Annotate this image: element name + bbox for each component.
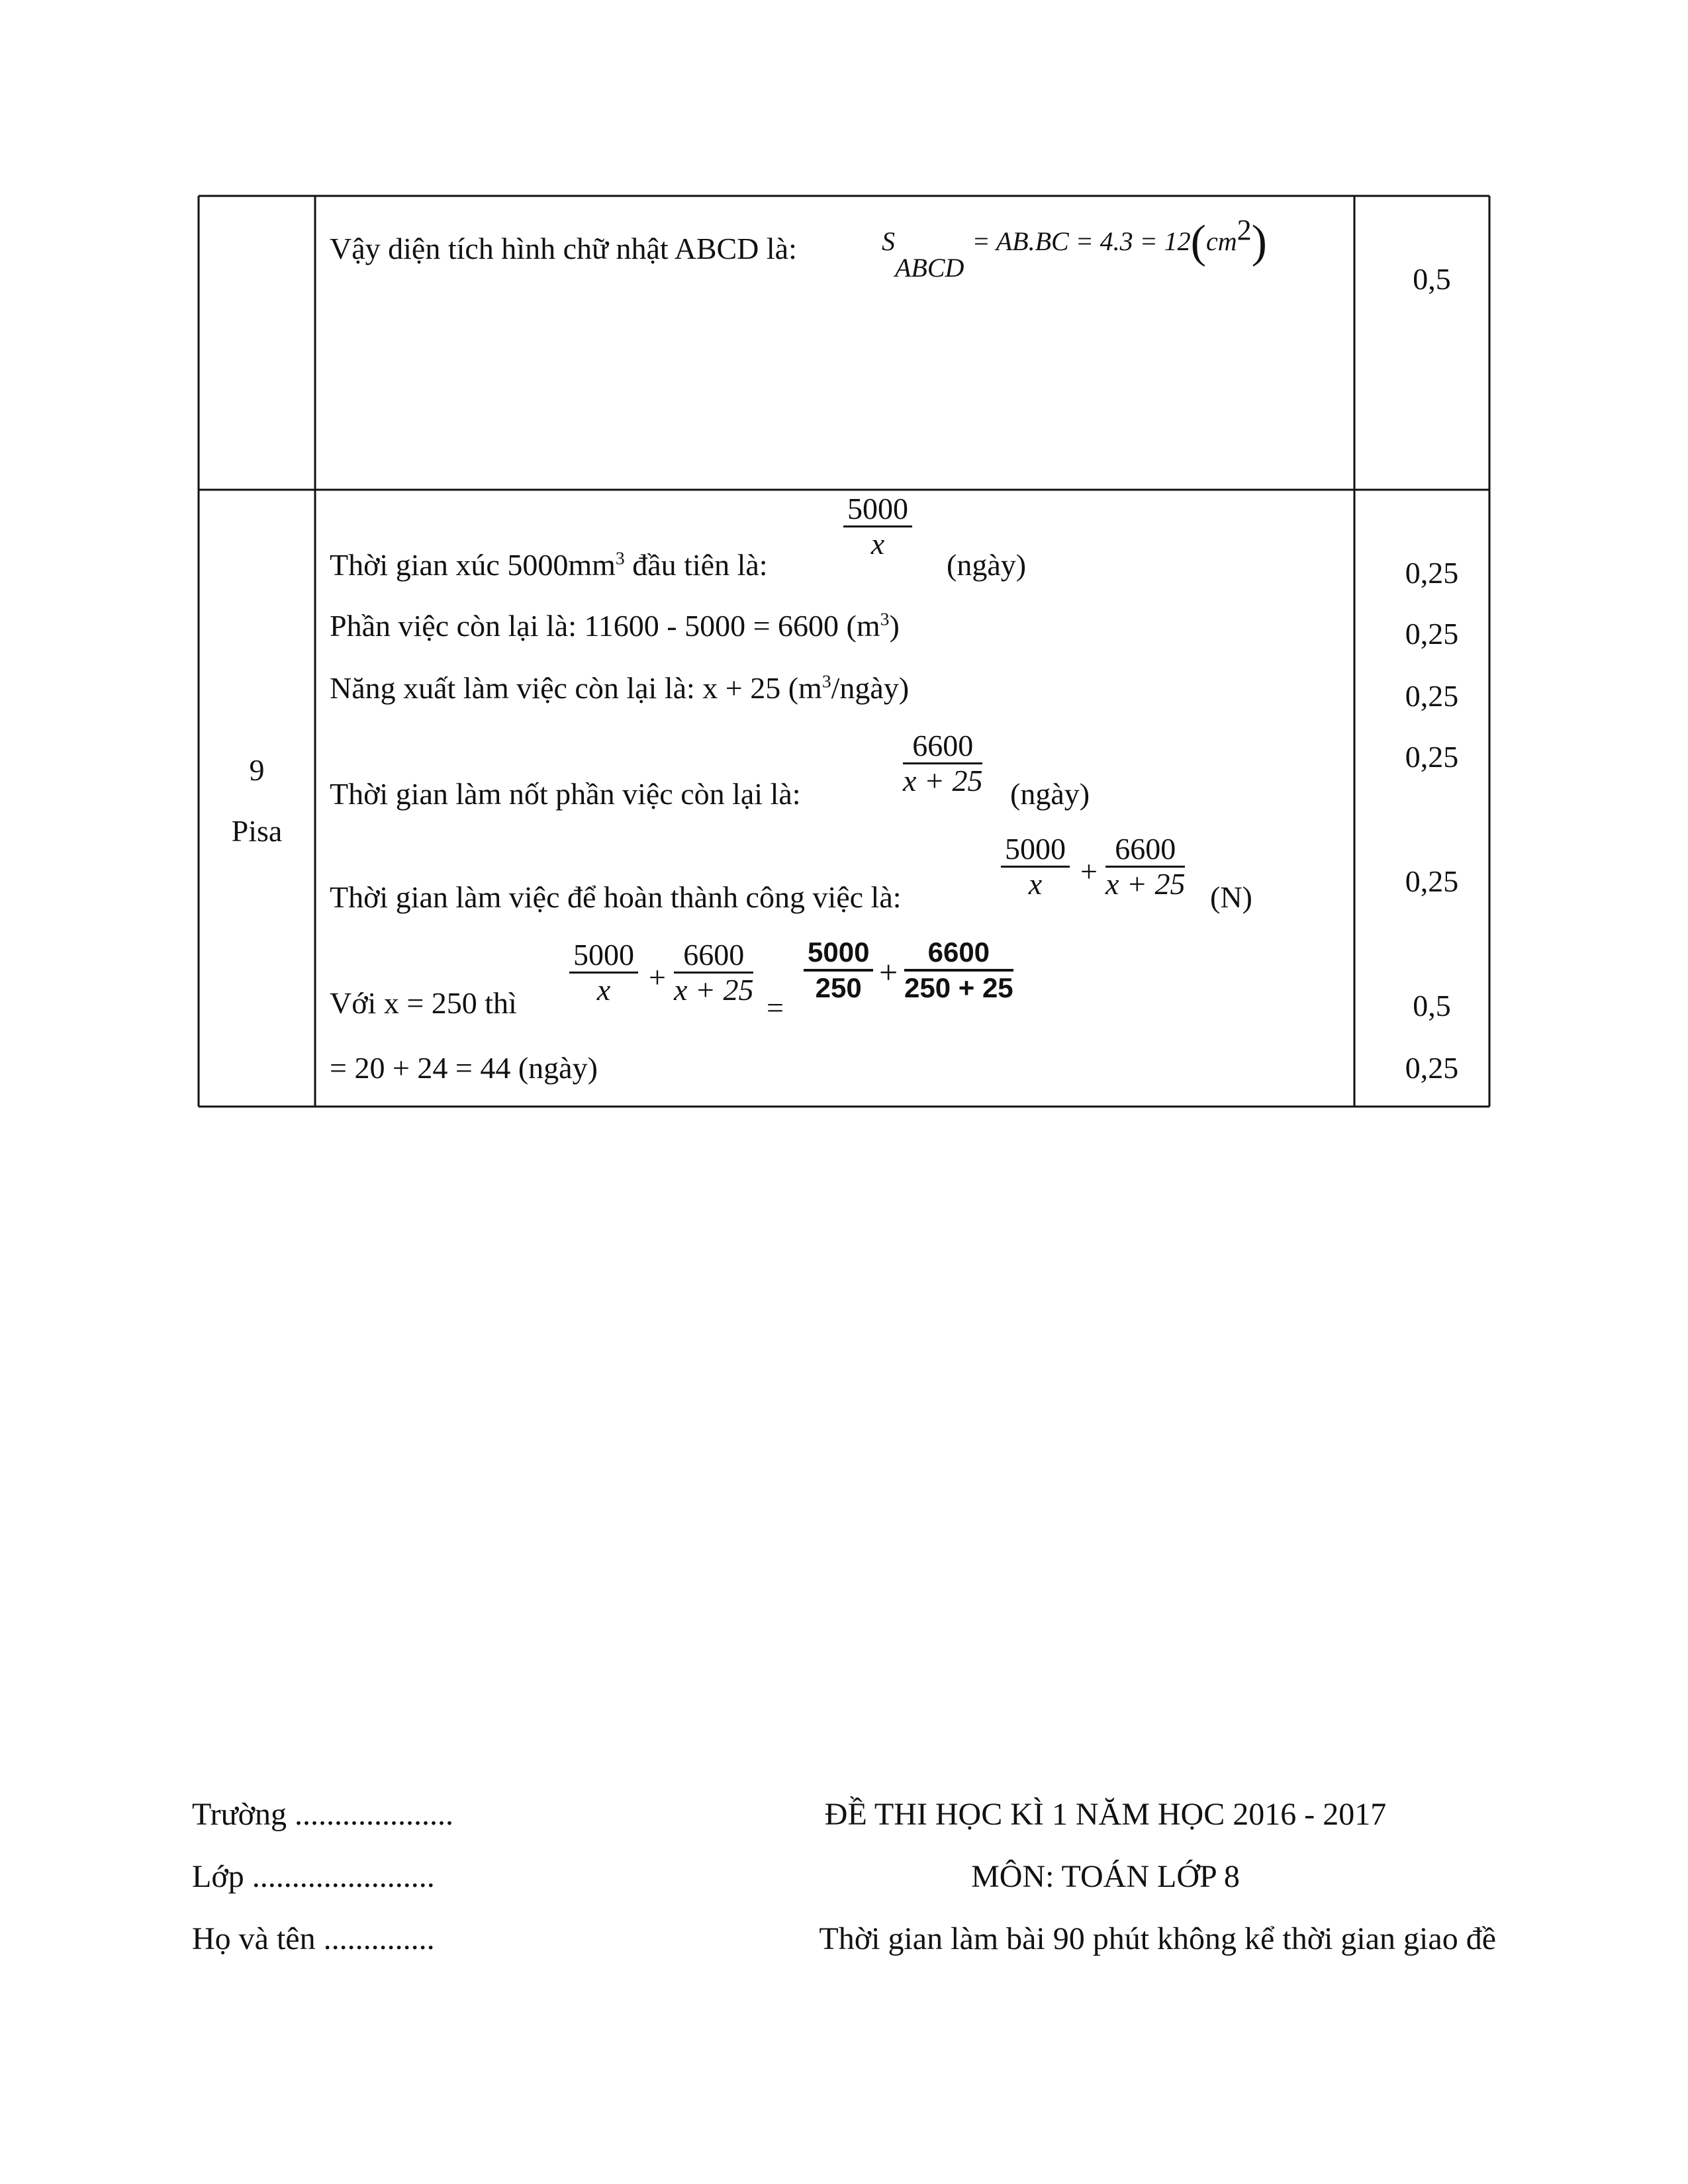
area-rhs: = AB.BC = 4.3 = 12: [972, 226, 1191, 256]
question-type: Pisa: [231, 814, 283, 848]
plus-sign-2: +: [649, 960, 666, 994]
score-2: 0,25: [1405, 617, 1459, 651]
question-number: 9: [249, 753, 265, 787]
pisa-line-6: Với x = 250 thì: [330, 986, 517, 1020]
school-field: Trường ....................: [192, 1797, 454, 1832]
fraction-5000-over-x: $\frac{5000}{x}$: [843, 492, 912, 561]
fraction-6600-over-x25-c: $\frac{6600}{x + 25}$: [674, 938, 754, 1007]
area-formula: [882, 209, 1267, 283]
student-name-field: Họ và tên ..............: [192, 1921, 435, 1956]
area-rparen: ): [1251, 216, 1267, 267]
equals-sign: =: [767, 991, 784, 1024]
pisa-line-3: Năng xuất làm việc còn lại là: x + 25 $(m^3/ngày)$: [330, 670, 910, 705]
plus-sign-1: +: [1080, 854, 1098, 888]
class-field: Lớp .......................: [192, 1859, 435, 1894]
score-4: 0,25: [1405, 740, 1459, 774]
area-unit: cm: [1205, 226, 1237, 256]
area-unit-exp: 2: [1237, 214, 1252, 246]
exam-subject: MÔN: TOÁN LỚP 8: [971, 1859, 1240, 1894]
exam-title: ĐỀ THI HỌC KÌ 1 NĂM HỌC 2016 - 2017: [824, 1797, 1387, 1832]
unit-n: (N): [1210, 880, 1252, 914]
area-conclusion-text: Vậy diện tích hình chữ nhật ABCD là:: [330, 232, 797, 265]
area-symbol: S: [882, 226, 895, 256]
fraction-5000-over-250: $\frac{5000}{250}$: [804, 936, 873, 1005]
fraction-6600-over-250-25: $\frac{6600}{250 + 25}$: [904, 936, 1013, 1003]
pisa-line-1: Thời gian xúc $5000mm^3$ đầu tiên là:: [330, 547, 768, 582]
pisa-line-2: Phần việc còn lại là: 11600 - 5000 = 6600 $(m^3)$: [330, 608, 900, 643]
score-7: 0,25: [1405, 1051, 1459, 1085]
plus-sign-3: +: [879, 954, 898, 991]
fraction-5000-over-x-c: $\frac{5000}{x}$: [569, 938, 638, 1007]
score-1: 0,25: [1405, 556, 1459, 590]
fraction-5000-over-x-b: $\frac{5000}{x}$: [1001, 833, 1070, 901]
area-score: 0,5: [1413, 262, 1451, 296]
pisa-line-7: = 20 + 24 = 44 (ngày): [330, 1051, 598, 1085]
pisa-line-5: Thời gian làm việc để hoàn thành công việc là:: [330, 880, 902, 914]
score-6: 0,5: [1413, 989, 1451, 1023]
fraction-6600-over-x25: $\frac{6600}{x + 25}$: [903, 729, 983, 797]
score-5: 0,25: [1405, 864, 1459, 898]
score-3: 0,25: [1405, 679, 1459, 713]
area-subscript: ABCD: [895, 253, 964, 283]
pisa-line-4: Thời gian làm nốt phần việc còn lại là:: [330, 777, 801, 811]
fraction-6600-over-x25-b: $\frac{6600}{x + 25}$: [1105, 832, 1186, 901]
unit-days-1: (ngày): [947, 548, 1027, 582]
area-lparen: (: [1190, 216, 1206, 267]
unit-days-2: (ngày): [1010, 777, 1090, 811]
question-label: [199, 740, 315, 862]
exam-duration: Thời gian làm bài 90 phút không kể thời gian giao đề: [819, 1921, 1496, 1956]
